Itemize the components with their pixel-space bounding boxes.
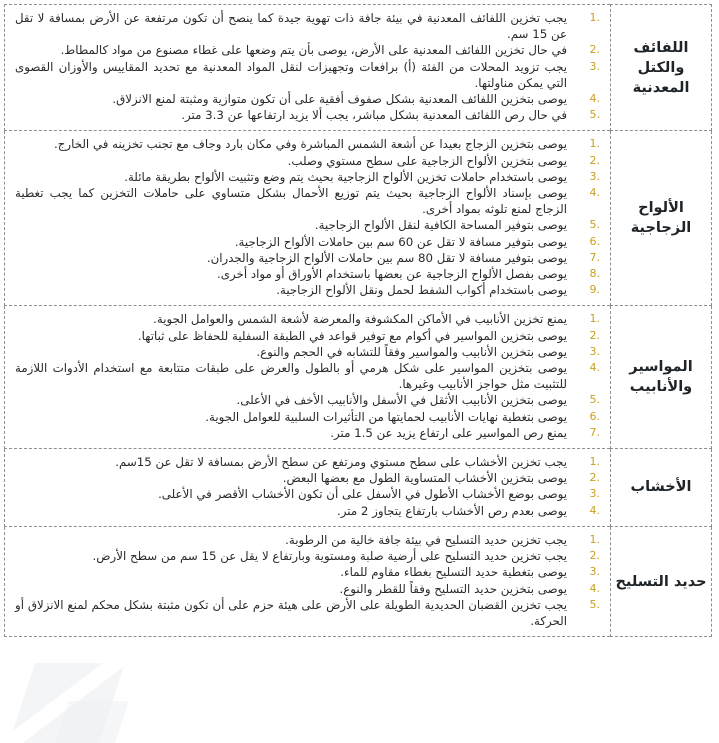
list-item xyxy=(13,59,600,91)
list-item-text: يمنع تخزين الأنابيب في الأماكن المكشوفة والمعرضة لأشعة الشمس والعوامل الجوية. xyxy=(153,312,567,327)
list-item-number: .2 xyxy=(589,43,600,57)
list-item-number: .1 xyxy=(589,312,600,326)
list-item-number: .1 xyxy=(589,137,600,151)
list-item-text: يوصى بتغطية نهايات الأنابيب لحمايتها من التأثيرات السلبية للعوامل الجوية. xyxy=(205,409,567,424)
list-item-number: .6 xyxy=(589,234,600,248)
table-body xyxy=(5,5,712,637)
list-item-number: .3 xyxy=(589,344,600,358)
list-item-text: يمنع رص المواسير على ارتفاع يزيد عن 1.5 متر. xyxy=(330,425,567,440)
list-item-text: يوصى بفصل الألواح الزجاجية عن بعضها باستخدام الأوراق أو مواد أخرى. xyxy=(217,267,567,282)
section-items-list xyxy=(13,454,600,519)
list-item-number: .1 xyxy=(589,455,600,469)
list-item-number: .3 xyxy=(589,565,600,579)
storage-guidelines-table xyxy=(4,4,712,637)
section-items-cell xyxy=(5,306,611,449)
section-category-label: حديد التسليح xyxy=(611,526,712,636)
list-item xyxy=(13,266,600,282)
list-item xyxy=(13,311,600,327)
list-item-number: .7 xyxy=(589,250,600,264)
list-item xyxy=(13,581,600,597)
list-item xyxy=(13,153,600,169)
list-item xyxy=(13,503,600,519)
list-item-text: يجب تخزين القضبان الحديدية الطويلة على الأرض على هيئة حزم على أن تكون مثبتة بشكل محكم لمنع الانزلاق أو الحركة. xyxy=(15,597,567,628)
section-items-list xyxy=(13,136,600,298)
section-row xyxy=(5,449,712,527)
list-item-number: .5 xyxy=(589,108,600,122)
list-item-number: .5 xyxy=(589,597,600,611)
list-item xyxy=(13,328,600,344)
section-items-cell xyxy=(5,449,611,527)
list-item-text: يوصى بتخزين الأنابيب الأثقل في الأسفل والأنابيب الأخف في الأعلى. xyxy=(236,393,567,408)
list-item-text: يوصى بتخزين الزجاج بعيدا عن أشعة الشمس المباشرة وفي مكان بارد وجاف مع تجنب تخزينه في الخارج. xyxy=(54,137,567,152)
list-item-number: .3 xyxy=(589,59,600,73)
list-item-text: يوصى بتخزين الألواح الزجاجية على سطح مستوي وصلب. xyxy=(287,153,567,168)
list-item xyxy=(13,360,600,392)
section-row xyxy=(5,5,712,131)
list-item-number: .7 xyxy=(589,425,600,439)
list-item xyxy=(13,282,600,298)
list-item-number: .4 xyxy=(589,581,600,595)
list-item-text: يوصى بتوفير مسافة لا تقل عن 60 سم بين حاملات الألواح الزجاجية. xyxy=(234,234,567,249)
list-item xyxy=(13,185,600,217)
list-item xyxy=(13,136,600,152)
list-item-text: يجب تخزين حديد التسليح على أرضية صلبة ومستوية وبارتفاع لا يقل عن 15 سم من سطح الأرض. xyxy=(92,549,567,564)
list-item xyxy=(13,564,600,580)
section-items-list xyxy=(13,532,600,629)
list-item-number: .4 xyxy=(589,92,600,106)
list-item-text: يوصى بتخزين حديد التسليح وفقاً للقطر والنوع. xyxy=(339,581,567,596)
list-item xyxy=(13,169,600,185)
list-item xyxy=(13,454,600,470)
list-item xyxy=(13,597,600,629)
section-row xyxy=(5,306,712,449)
list-item-number: .1 xyxy=(589,11,600,24)
list-item-text: يجب تخزين الأخشاب على سطح مستوي ومرتفع عن سطح الأرض بمسافة لا تقل عن 15سم. xyxy=(115,455,567,470)
section-category-label: الألواح الزجاجية xyxy=(611,131,712,306)
list-item xyxy=(13,10,600,42)
list-item xyxy=(13,250,600,266)
list-item xyxy=(13,486,600,502)
list-item-text: يوصى بتخزين اللفائف المعدنية بشكل صفوف أفقية على أن تكون متوازية ومثبتة لمنع الانزلاق. xyxy=(112,92,567,107)
section-category-label: اللفائف والكتل المعدنية xyxy=(611,5,712,131)
list-item-number: .3 xyxy=(589,169,600,183)
list-item-number: .6 xyxy=(589,409,600,423)
list-item-text: يجب تخزين حديد التسليح في بيئة جافة خالية من الرطوبة. xyxy=(285,532,567,547)
list-item xyxy=(13,42,600,58)
list-item xyxy=(13,234,600,250)
list-item xyxy=(13,425,600,441)
list-item-text: يوصى بعدم رص الأخشاب بارتفاع يتجاوز 2 متر. xyxy=(337,503,567,518)
list-item-text: يوصى بتخزين المواسير في أكوام مع توفير قواعد في الطبقة السفلية للحفاظ على ثباتها. xyxy=(137,328,567,343)
list-item-text: في حال تخزين اللفائف المعدنية على الأرض، يوصى بأن يتم وضعها على غطاء مصنوع من مواد كالمطاط. xyxy=(60,43,567,58)
list-item-number: .9 xyxy=(589,283,600,297)
section-items-list xyxy=(13,311,600,441)
list-item-text: يوصى بتخزين المواسير على شكل هرمي أو بالطول والعرض على طبقات متتابعة مع استخدام الأدوات اللازمة للتثبيت مثل حواجز الأنابيب وغيرها. xyxy=(15,361,567,392)
list-item xyxy=(13,532,600,548)
list-item xyxy=(13,548,600,564)
list-item-number: .2 xyxy=(589,471,600,485)
list-item xyxy=(13,107,600,123)
list-item-number: .8 xyxy=(589,267,600,281)
list-item xyxy=(13,91,600,107)
list-item-text: يجب تخزين اللفائف المعدنية في بيئة جافة ذات تهوية جيدة كما ينصح أن تكون مرتفعة عن الأرض بمسافة لا تقل عن 15 سم. xyxy=(15,11,567,42)
list-item-number: .4 xyxy=(589,361,600,375)
list-item-text: يوصى بتوفير مسافة لا تقل 80 سم بين حاملات الألواح الزجاجية والجدران. xyxy=(206,250,567,265)
list-item-number: .4 xyxy=(589,186,600,200)
list-item-text: يوصى بوضع الأخشاب الأطول في الأسفل على أن تكون الأخشاب الأقصر في الأعلى. xyxy=(158,487,567,502)
section-row xyxy=(5,131,712,306)
list-item-text: يوصى باستخدام حاملات تخزين الألواح الزجاجية بحيث يتم وضع وتثبيت الألواح بطريقة مائلة. xyxy=(124,169,567,184)
list-item-number: .4 xyxy=(589,503,600,517)
list-item-number: .2 xyxy=(589,328,600,342)
section-items-cell xyxy=(5,5,611,131)
list-item-number: .1 xyxy=(589,532,600,546)
watermark-logo-part xyxy=(55,701,129,743)
list-item-number: .3 xyxy=(589,487,600,501)
list-item xyxy=(13,470,600,486)
list-item-text: يوصى بتخزين الأنابيب والمواسير وفقاً للتشابه في الحجم والنوع. xyxy=(256,344,567,359)
list-item-text: يجب تزويد المحلات من الفئة (أ) برافعات وتجهيزات لنقل المواد المعدنية مع تحديد المقاييس والأوزان القصوى التي يمكن مناولتها. xyxy=(15,59,567,90)
section-category-label: المواسير والأنابيب xyxy=(611,306,712,449)
list-item-text: يوصى بتوفير المساحة الكافية لنقل الألواح الزجاجية. xyxy=(314,218,567,233)
list-item xyxy=(13,217,600,233)
list-item xyxy=(13,344,600,360)
section-items-cell xyxy=(5,526,611,636)
list-item-text: يوصى باستخدام أكواب الشفط لحمل ونقل الألواح الزجاجية. xyxy=(276,283,567,298)
list-item xyxy=(13,409,600,425)
section-items-cell xyxy=(5,131,611,306)
list-item xyxy=(13,392,600,408)
list-item-number: .5 xyxy=(589,393,600,407)
list-item-text: يوصى بإسناد الألواح الزجاجية بحيث يتم توزيع الأحمال بشكل متساوي على حاملات التخزين كما يجب تغطية الزجاج لمنع تلوثه بمواد أخرى. xyxy=(15,186,567,217)
list-item-number: .2 xyxy=(589,153,600,167)
section-row xyxy=(5,526,712,636)
list-item-number: .5 xyxy=(589,218,600,232)
list-item-text: يوصى بتغطية حديد التسليح بغطاء مقاوم للماء. xyxy=(340,565,567,580)
list-item-text: في حال رص اللفائف المعدنية بشكل مباشر، يجب ألا يزيد ارتفاعها عن 3.3 متر. xyxy=(181,108,567,123)
section-items-list xyxy=(13,10,600,123)
section-category-label: الأخشاب xyxy=(611,449,712,527)
list-item-number: .2 xyxy=(589,549,600,563)
list-item-text: يوصى بتخزين الأخشاب المتساوية الطول مع بعضها البعض. xyxy=(282,471,567,486)
